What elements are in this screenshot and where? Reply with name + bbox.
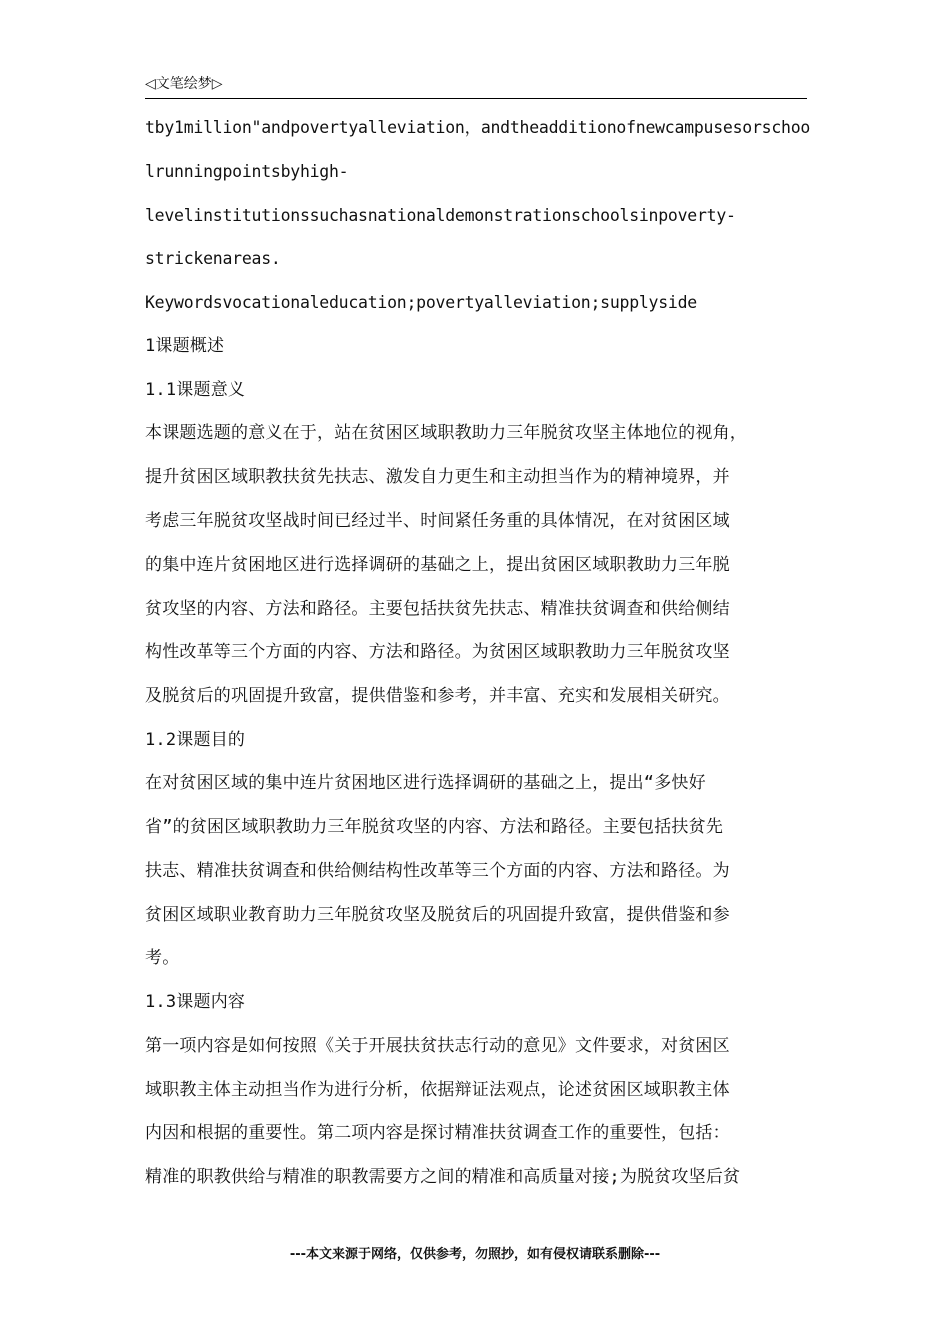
body-line: 域职教主体主动担当作为进行分析，依据辩证法观点，论述贫困区域职教主体: [145, 1080, 730, 1100]
body-line: 第一项内容是如何按照《关于开展扶贫扶志行动的意见》文件要求，对贫困区: [145, 1036, 730, 1056]
header-title: ◁文笔绘梦▷: [145, 76, 223, 92]
body-line: 本课题选题的意义在于，站在贫困区域职教助力三年脱贫攻坚主体地位的视角，: [145, 423, 747, 443]
body-line: 贫攻坚的内容、方法和路径。主要包括扶贫先扶志、精准扶贫调查和供给侧结: [145, 599, 730, 619]
footer-notice: ---本文来源于网络，仅供参考，勿照抄，如有侵权请联系删除---: [289, 1247, 661, 1262]
body-line: 考。: [145, 948, 180, 968]
body-line: 构性改革等三个方面的内容、方法和路径。为贫困区域职教助力三年脱贫攻坚: [145, 642, 730, 662]
subsection-heading: 1.3课题内容: [145, 992, 246, 1012]
body-line: 提升贫困区域职教扶贫先扶志、激发自力更生和主动担当作为的精神境界，并: [145, 467, 730, 487]
body-line: 扶志、精准扶贫调查和供给侧结构性改革等三个方面的内容、方法和路径。为: [145, 861, 730, 881]
body-line: 及脱贫后的巩固提升致富，提供借鉴和参考，并丰富、充实和发展相关研究。: [145, 686, 730, 706]
body-line: 的集中连片贫困地区进行选择调研的基础之上，提出贫困区域职教助力三年脱: [145, 555, 730, 575]
body-line: 贫困区域职业教育助力三年脱贫攻坚及脱贫后的巩固提升致富，提供借鉴和参: [145, 905, 730, 925]
keywords-line: Keywordsvocationaleducation;povertyalleviation;supplyside: [145, 293, 697, 312]
body-line: 内因和根据的重要性。第二项内容是探讨精准扶贫调查工作的重要性，包括：: [145, 1123, 730, 1143]
body-line: 精准的职教供给与精准的职教需要方之间的精准和高质量对接;为脱贫攻坚后贫: [145, 1167, 741, 1187]
body-line: 考虑三年脱贫攻坚战时间已经过半、时间紧任务重的具体情况，在对贫困区域: [145, 511, 730, 531]
section-heading: 1课题概述: [145, 336, 225, 356]
body-line: tby1million"andpovertyalleviation，andtheadditionofnewcampusesorschoo: [145, 118, 810, 137]
body-line: 在对贫困区域的集中连片贫困地区进行选择调研的基础之上，提出“多快好: [145, 773, 706, 793]
page-header: [145, 74, 807, 99]
body-line: lrunningpointsbyhigh-: [145, 162, 349, 181]
subsection-heading: 1.1课题意义: [145, 380, 246, 400]
body-line: 省”的贫困区域职教助力三年脱贫攻坚的内容、方法和路径。主要包括扶贫先: [145, 817, 724, 837]
subsection-heading: 1.2课题目的: [145, 730, 246, 750]
body-line: strickenareas.: [145, 249, 281, 268]
body-line: levelinstitutionssuchasnationaldemonstrationschoolsinpoverty-: [145, 206, 736, 225]
